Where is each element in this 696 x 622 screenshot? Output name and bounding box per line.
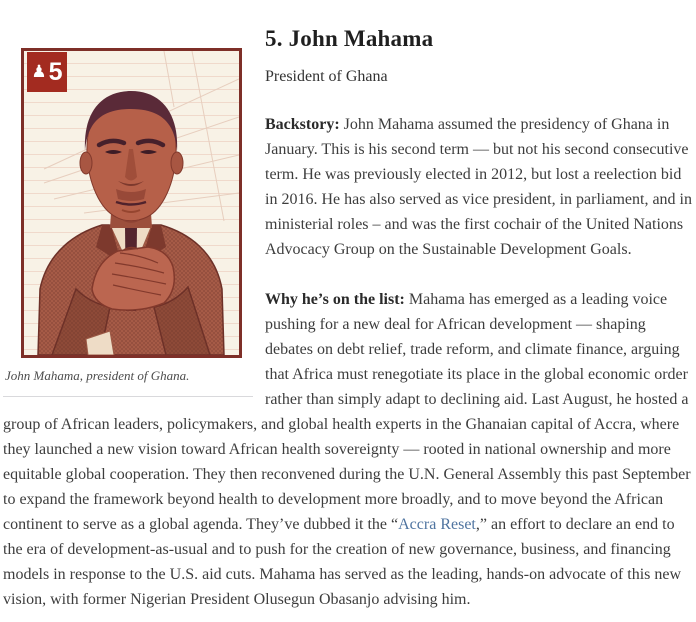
portrait-caption: John Mahama, president of Ghana. [5, 368, 190, 383]
backstory-label: Backstory: [265, 116, 340, 133]
entry-subtitle: President of Ghana [265, 68, 388, 85]
rank-number: 5 [48, 57, 63, 86]
portrait-frame [21, 48, 242, 358]
accra-reset-link[interactable]: Accra Reset [398, 516, 476, 533]
backstory-text: John Mahama assumed the presidency of Ghana in January. This is his second term — but not his second consecutive term. He was previously elected in 2012, but lost a reelection bid in 2016. He has also served as vice president, in parliament, and in ministerial roles – and was the first cochair of the United Nations Advocacy Group on the Sustainable Development Goals. [265, 116, 692, 258]
why-text-before-link: Mahama has emerged as a leading voice pushing for a new deal for African development — shaping debates on debt relief, trade reform, and climate finance, arguing that Africa must renegotiate its place in the global economic order rather than simply adapt to declining aid. Last August, he hosted a group of African leaders, policymakers, and global health experts in the Ghanaian capital of Accra, where they launched a new vision toward African health sovereignty — rooted in national ownership and more equitable global cooperation. They then reconvened during the U.N. General Assembly this past September to expand the framework beyond health to development more broadly, and to move beyond the African continent to serve as a global agenda. They’ve dubbed it the “ [3, 291, 691, 533]
entry-heading: 5. John Mahama [265, 26, 434, 51]
portrait-figure [3, 48, 253, 397]
why-text-after-link: ,” an effort to declare an end to the era of development-as-usual and to push for the creation of new governance, business, and financing models in response to the U.S. aid cuts. Mahama has served as the leading, hands-on advocate of this new vision, with former Nigerian President Olusegun Obasanjo advising him. [3, 516, 682, 608]
rank-badge [27, 52, 67, 92]
chess-pawn-icon: ♟ [31, 61, 47, 82]
why-label: Why he’s on the list: [265, 291, 405, 308]
article-entry [0, 26, 696, 612]
portrait-illustration [24, 51, 239, 355]
